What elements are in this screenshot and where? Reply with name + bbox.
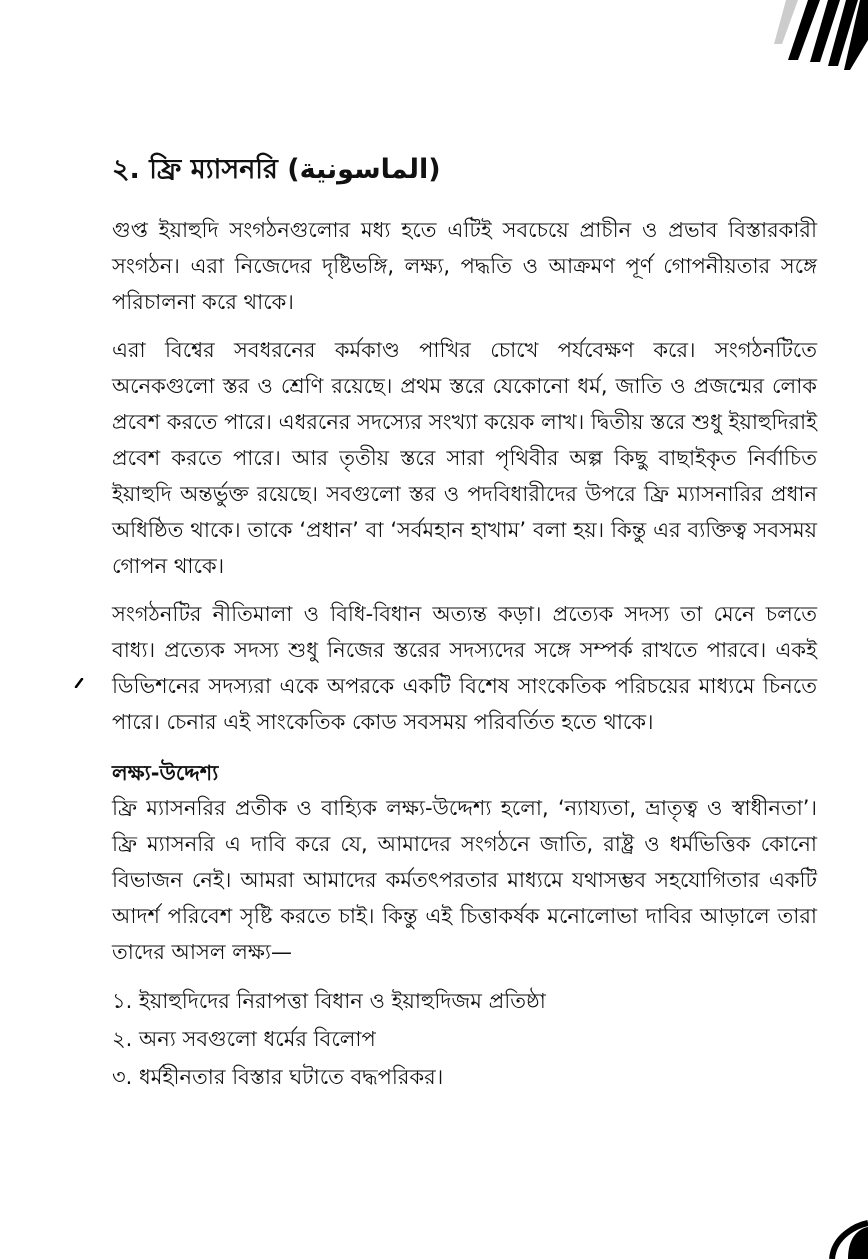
- paragraph-rules: সংগঠনটির নীতিমালা ও বিধি-বিধান অত্যন্ত কড়া। প্রত্যেক সদস্য তা মেনে চলতে বাধ্য। প্রত্যেক সদস্য শুধু নিজের স্তরের সদস্যদের সঙ্গে সম্পর্ক রাখতে পারবে। একই ডিভিশনের সদস্যরা একে অপরকে একটি বিশেষ সাংকেতিক পরিচয়ের মাধ্যমে চিনতে পারে। চেনার এই সাংকেতিক কোড সবসময় পরিবর্তিত হতে থাকে।: [112, 602, 817, 734]
- scan-edge-mark: [778, 1199, 868, 1259]
- scan-edge-stripes: [688, 0, 868, 100]
- goals-list: [112, 982, 817, 1096]
- margin-tick-mark: [74, 678, 84, 688]
- paragraph-structure: এরা বিশ্বের সবধরনের কর্মকাণ্ড পাখির চোখে পর্যবেক্ষণ করে। সংগঠনটিতে অনেকগুলো স্তর ও শ্রেণি রয়েছে। প্রথম স্তরে যেকোনো ধর্ম, জাতি ও প্রজন্মের লোক প্রবেশ করতে পারে। এধরনের সদস্যের সংখ্যা কয়েক লাখ। দ্বিতীয় স্তরে শুধু ইয়াহুদিরাই প্রবেশ করতে পারে। আর তৃতীয় স্তরে সারা পৃথিবীর অল্প কিছু বাছাইকৃত নির্বাচিত ইয়াহুদি অন্তর্ভুক্ত রয়েছে। সবগুলো স্তর ও পদবিধারীদের উপরে ফ্রি ম্যাসনারির প্রধান অধিষ্ঠিত থাকে। তাকে ‘প্রধান’ বা ‘সর্বমহান হাখাম’ বলা হয়। কিন্তু এর ব্যক্তিত্ব সবসময় গোপন থাকে।: [112, 338, 817, 578]
- list-item: ১. ইয়াহুদিদের নিরাপত্তা বিধান ও ইয়াহুদিজম প্রতিষ্ঠা: [112, 989, 546, 1013]
- list-item: ৩. ধর্মহীনতার বিস্তার ঘটাতে বদ্ধপরিকর।: [112, 1065, 444, 1089]
- list-item: ২. অন্য সবগুলো ধর্মের বিলোপ: [112, 1027, 376, 1051]
- paragraph-goals: ফ্রি ম্যাসনরির প্রতীক ও বাহ্যিক লক্ষ্য-উদ্দেশ্য হলো, ‘ন্যায্যতা, ভ্রাতৃত্ব ও স্বাধীনতা’। ফ্রি ম্যাসনরি এ দাবি করে যে, আমাদের সংগঠনে জাতি, রাষ্ট্র ও ধর্মভিত্তিক কোনো বিভাজন নেই। আমরা আমাদের কর্মতৎপরতার মাধ্যমে যথাসম্ভব সহযোগিতার একটি আদর্শ পরিবেশ সৃষ্টি করতে চাই। কিন্তু এই চিত্তাকর্ষক মনোলোভা দাবির আড়ালে তারা তাদের আসল লক্ষ্য—: [112, 796, 817, 964]
- section-title: ২. ফ্রি ম্যাসনরি (الماسونية): [112, 154, 441, 185]
- paragraph-intro: গুপ্ত ইয়াহুদি সংগঠনগুলোর মধ্য হতে এটিই সবচেয়ে প্রাচীন ও প্রভাব বিস্তারকারী সংগঠন। এরা নিজেদের দৃষ্টিভঙ্গি, লক্ষ্য, পদ্ধতি ও আক্রমণ পূর্ণ গোপনীয়তার সঙ্গে পরিচালনা করে থাকে।: [112, 218, 817, 314]
- subheading-goals: লক্ষ্য-উদ্দেশ্য: [112, 761, 219, 785]
- page-content: [112, 150, 817, 1096]
